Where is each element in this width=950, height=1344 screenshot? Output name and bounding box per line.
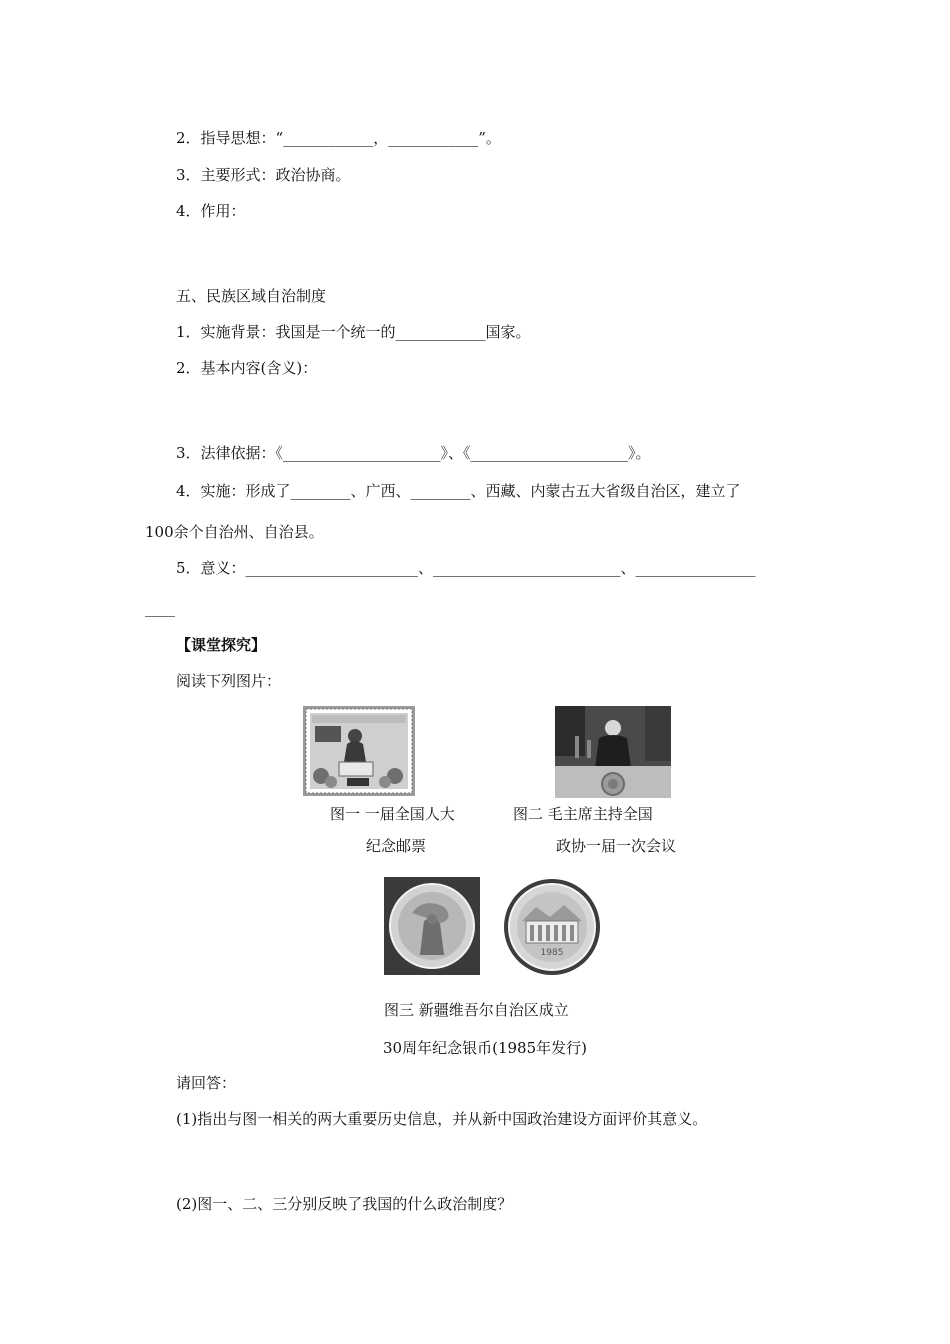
background-line: 1．实施背景：我国是一个统一的____________国家。	[176, 323, 531, 341]
section-five-heading: 五、民族区域自治制度	[176, 287, 327, 305]
question-two: (2)图一、二、三分别反映了我国的什么政治制度？	[176, 1195, 513, 1213]
guiding-ideology-line: 2．指导思想：“____________，____________”。	[176, 129, 501, 147]
significance-line: 5．意义：_______________________、_________________________、________________	[176, 559, 756, 577]
figure-two-caption-cont: 政协一届一次会议	[556, 837, 677, 855]
read-pictures-line: 阅读下列图片：	[176, 672, 282, 690]
significance-line-cont: ____	[145, 599, 175, 617]
legal-basis-line: 3．法律依据：《_____________________》、《_____________________》。	[176, 444, 651, 462]
classroom-inquiry-heading: 【课堂探究】	[176, 636, 267, 654]
basic-content-line: 2．基本内容(含义)：	[176, 359, 318, 377]
silver-coin-front	[384, 877, 480, 975]
question-one: (1)指出与图一相关的两大重要历史信息，并从新中国政治建设方面评价其意义。	[176, 1110, 708, 1128]
coin-year: 1985	[540, 948, 564, 958]
main-form-line: 3．主要形式：政治协商。	[176, 166, 351, 184]
figure-one-caption-cont: 纪念邮票	[366, 837, 427, 855]
implementation-line-cont: 100余个自治州、自治县。	[145, 523, 324, 541]
figure-one-caption: 图一 一届全国人大	[330, 805, 455, 823]
implementation-line: 4．实施：形成了________、广西、________、西藏、内蒙古五大省级自治区，建立了	[176, 482, 741, 500]
figure-three-caption: 图三 新疆维吾尔自治区成立	[384, 1001, 569, 1019]
figure-three-caption-cont: 30周年纪念银币(1985年发行)	[383, 1039, 587, 1057]
silver-coin-back	[502, 877, 602, 977]
please-answer-line: 请回答：	[176, 1074, 237, 1092]
figure-two-caption: 图二 毛主席主持全国	[513, 805, 653, 823]
meeting-photo	[555, 706, 671, 798]
role-line: 4．作用：	[176, 202, 246, 220]
stamp-image	[303, 706, 415, 796]
